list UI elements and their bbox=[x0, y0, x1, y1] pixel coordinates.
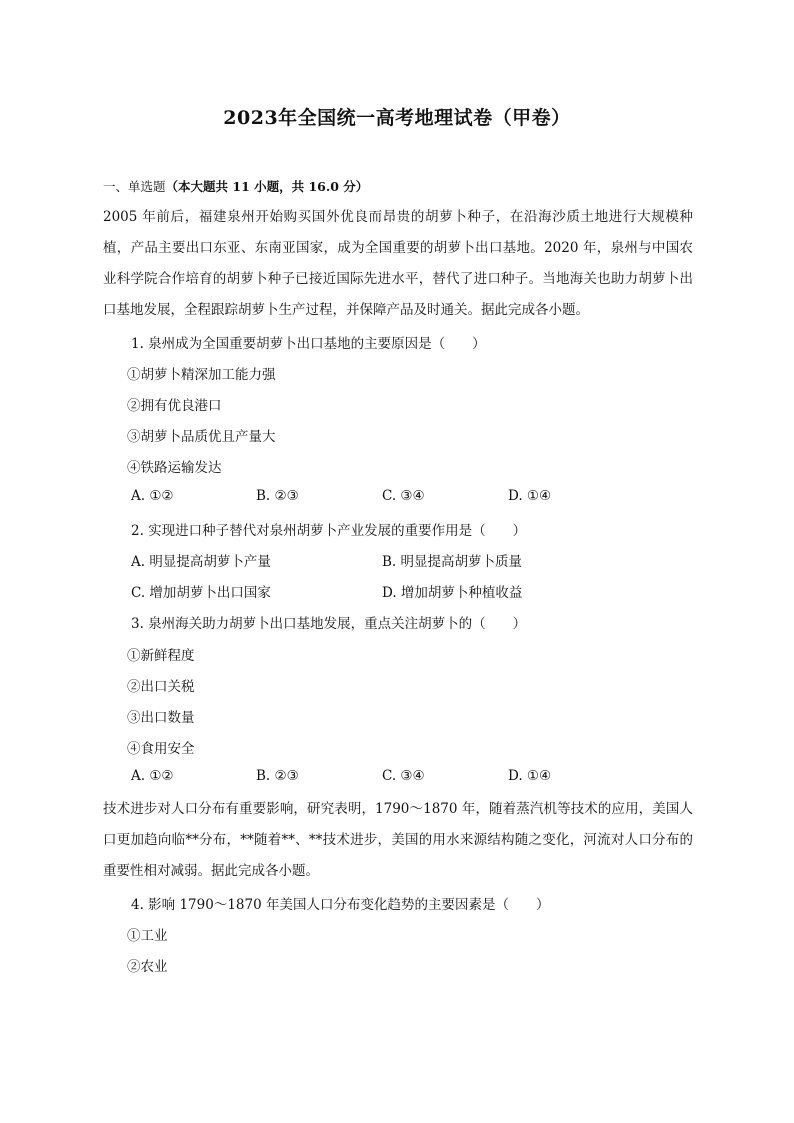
question-3-stem: 3. 泉州海关助力胡萝卜出口基地发展，重点关注胡萝卜的（ ） bbox=[131, 616, 527, 632]
question-3-item: ②出口关税 bbox=[127, 679, 195, 695]
question-3-item: ①新鲜程度 bbox=[127, 648, 195, 664]
question-4-item: ①工业 bbox=[127, 928, 168, 944]
question-3-choice-a[interactable]: A. ①② bbox=[131, 768, 174, 784]
page-title: 2023年全国统一高考地理试卷（甲卷） bbox=[223, 107, 571, 129]
passage-carrot: 2005 年前后，福建泉州开始购买国外优良而昂贵的胡萝卜种子，在沿海沙质土地进行大规模种植，产品主要出口东亚、东南亚国家，成为全国重要的胡萝卜出口基地。2020 年，泉州与中国农业科学院合作培育的胡萝卜种子已接近国际先进水平，替代了进口种子。当地海关也助力胡萝卜出口基地发展，全程跟踪胡萝卜生产过程，并保障产品及时通关。据此完成各小题。 bbox=[103, 209, 693, 318]
question-1-choice-a[interactable]: A. ①② bbox=[131, 488, 174, 504]
question-1-choice-d[interactable]: D. ①④ bbox=[508, 488, 552, 504]
question-1-item: ②拥有优良港口 bbox=[127, 398, 222, 414]
question-2-choice-c[interactable]: C. 增加胡萝卜出口国家 bbox=[131, 585, 271, 601]
question-1-choice-c[interactable]: C. ③④ bbox=[382, 488, 425, 504]
section-label: 一、单选题 bbox=[103, 179, 166, 194]
question-2-choice-d[interactable]: D. 增加胡萝卜种植收益 bbox=[382, 585, 523, 601]
question-1-item: ④铁路运输发达 bbox=[127, 460, 222, 476]
question-3-item: ④食用安全 bbox=[127, 741, 195, 757]
question-1-choice-b[interactable]: B. ②③ bbox=[256, 488, 299, 504]
question-3-choice-c[interactable]: C. ③④ bbox=[382, 768, 425, 784]
question-1-stem: 1. 泉州成为全国重要胡萝卜出口基地的主要原因是（ ） bbox=[131, 336, 486, 352]
passage-population: 技术进步对人口分布有重要影响，研究表明，1790～1870 年，随着蒸汽机等技术的应用，美国人口更加趋向临**分布，**随着**、**技术进步，美国的用水来源结构随之变化，河流对人口分布的重要性相对减弱。据此完成各小题。 bbox=[103, 801, 693, 879]
section-meta: （本大题共 11 小题，共 16.0 分） bbox=[165, 179, 369, 194]
question-3-choice-d[interactable]: D. ①④ bbox=[508, 768, 552, 784]
question-2-stem: 2. 实现进口种子替代对泉州胡萝卜产业发展的重要作用是（ ） bbox=[131, 523, 527, 539]
question-3-choice-b[interactable]: B. ②③ bbox=[256, 768, 299, 784]
section-header bbox=[103, 177, 368, 195]
question-2-choice-a[interactable]: A. 明显提高胡萝卜产量 bbox=[131, 554, 271, 570]
question-4-stem: 4. 影响 1790～1870 年美国人口分布变化趋势的主要因素是（ ） bbox=[131, 897, 550, 913]
question-4-item: ②农业 bbox=[127, 959, 168, 975]
question-3-item: ③出口数量 bbox=[127, 710, 195, 726]
question-1-item: ③胡萝卜品质优且产量大 bbox=[127, 429, 276, 445]
question-2-choice-b[interactable]: B. 明显提高胡萝卜质量 bbox=[382, 554, 523, 570]
question-1-item: ①胡萝卜精深加工能力强 bbox=[127, 367, 276, 383]
